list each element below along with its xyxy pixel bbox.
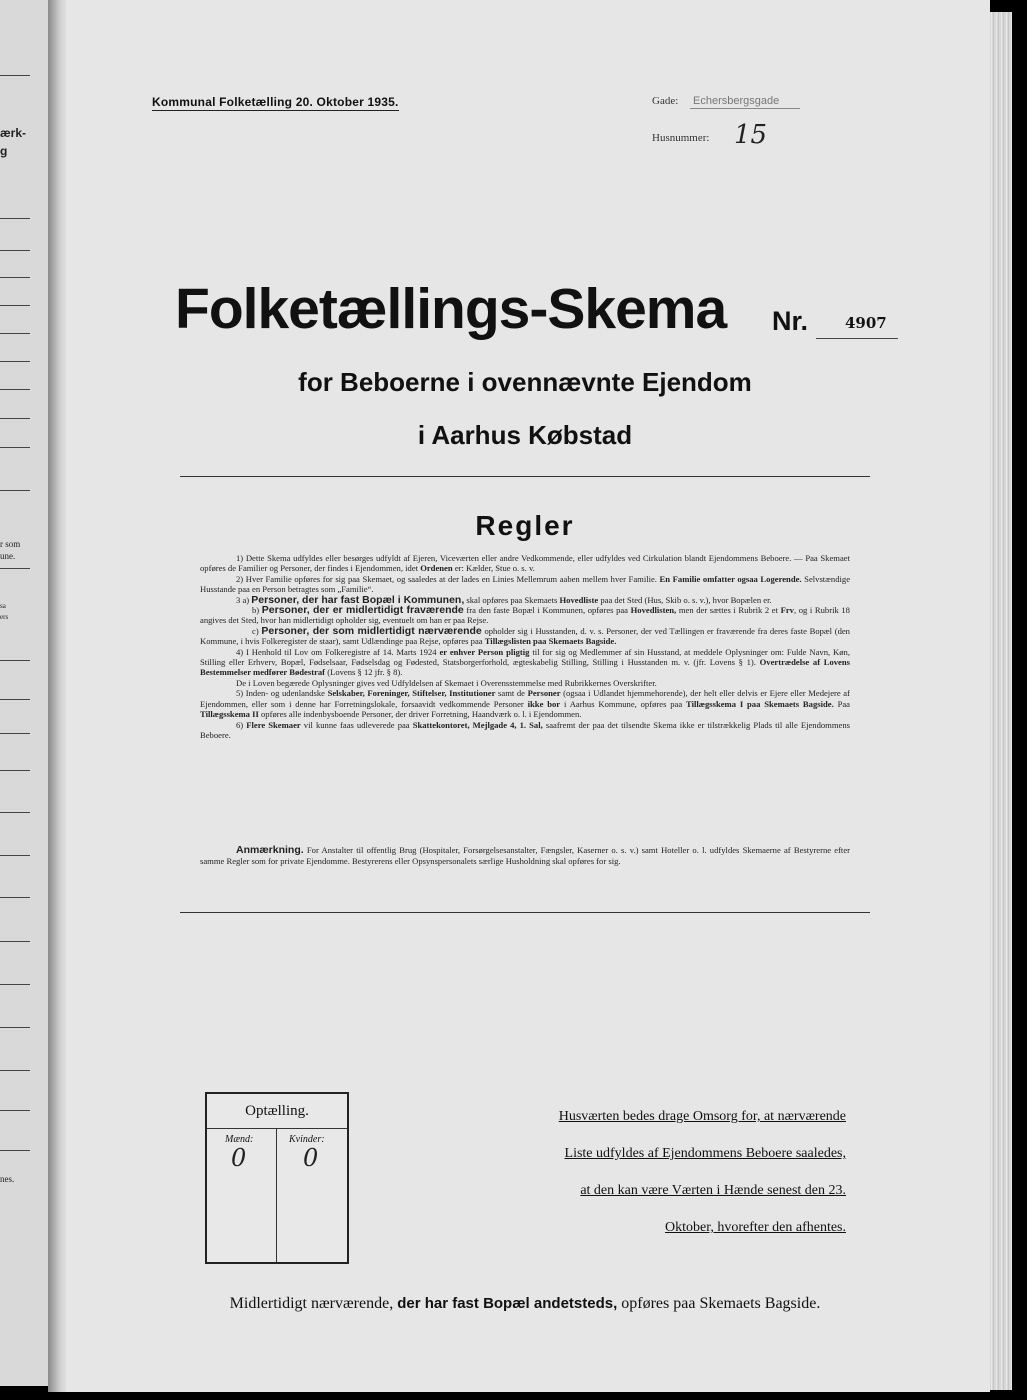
- divider-bottom: [180, 912, 870, 913]
- book-gutter: [48, 0, 68, 1392]
- count-box-divider: [276, 1128, 277, 1262]
- rule-2: 2) Hver Familie opføres for sig paa Skemaet, og saaledes at der lades en Linies Mellemrum aaben mellem hver Familie. En Familie omfatter ogsaa Logerende. Selvstændige Husstande paa en Person betragtes som „Familie“.: [200, 573, 851, 595]
- women-value: 0: [303, 1144, 319, 1172]
- rules-text: [200, 553, 850, 740]
- street-label: Gade:: [652, 95, 679, 107]
- fragment-text: une.: [0, 551, 16, 561]
- rule-6: 6) Flere Skemaer vil kunne faas udleverede paa Skattekontoret, Mejlgade 4, 1. Sal, saafremt der paa det tilsendte Skema ikke er tilstrækkelig Plads til alle Ejendommens Beboere.: [200, 719, 851, 740]
- count-box: [205, 1092, 349, 1264]
- women-label: Kvinder:: [289, 1134, 325, 1145]
- ruled-line: [0, 361, 30, 362]
- adjacent-page-fragment: [0, 0, 50, 1386]
- note-text: [200, 845, 850, 867]
- rule-3b: b) Personer, der er midlertidigt fraværende fra den faste Bopæl i Kommunen, opføres paa Hovedlisten, men der sættes i Rubrik 2 et Frv, og i Rubrik 18 angives det Sted, hvor han midlertidigt opholder sig, eventuelt om han er paa Rejse.: [200, 604, 850, 626]
- rule-4: 4) I Henhold til Lov om Folkeregistre af 14. Marts 1924 er enhver Person pligtig til for sig og Medlemmer af sin Husstand, at meddele Oplysninger om: Fulde Navn, Køn, Stilling eller Erhverv, Bopæl, Fødselsaar, Fødselsdag og Fødested, Statsborgerforhold, ægteskabelig Stilling, Stilling i Husstanden m. v. (jfr. Lovens § 1). Overtrædelse af Lovens Bestemmelser medfører Bødestraf (Lovens § 12 jfr. § 8).: [200, 646, 850, 678]
- landlord-notice: [506, 1098, 846, 1246]
- subtitle-town: i Aarhus Købstad: [417, 420, 633, 450]
- rule-1: 1) Dette Skema udfyldes eller besørges udfyldt af Ejeren, Viceværten eller andre Vedkommende, eller udfyldes ved Cirkulation blandt Ejendommens Beboere. — Paa Skemaet opføres de Familier og Personer, der findes i Ejendommen, idet Ordenen er: Kælder, Stue o. s. v.: [200, 553, 850, 574]
- note-body: For Anstalter til offentlig Brug (Hospitaler, Forsørgelsesanstalter, Fængsler, Kaserner o. s. v.) samt Hoteller o. l. udfyldes Skemaerne af Bestyrerne efter samme Regler som for private Ejendomme. Bestyrerens eller Opsynspersonalets særlige Husholdning skal opføres for sig.: [200, 845, 850, 866]
- footer-part-2: der har fast Bopæl andetsteds,: [397, 1295, 618, 1312]
- rules-heading: Regler: [475, 510, 575, 541]
- notice-line-4: Oktober, hvorefter den afhentes.: [665, 1220, 846, 1235]
- notice-line-2: Liste udfyldes af Ejendommens Beboere saaledes,: [564, 1146, 846, 1161]
- form-title: Folketællings-Skema: [175, 277, 727, 341]
- men-label: Mænd:: [225, 1134, 254, 1145]
- men-value: 0: [231, 1144, 247, 1172]
- ruled-line: [0, 250, 30, 251]
- house-number-label: Husnummer:: [652, 132, 710, 144]
- number-underline: [816, 338, 898, 339]
- ruled-line: [0, 389, 30, 390]
- ruled-line: [0, 1110, 30, 1111]
- fragment-text: r som: [0, 539, 21, 549]
- ruled-line: [0, 277, 30, 278]
- ruled-line: [0, 1027, 30, 1028]
- divider-top: [180, 476, 870, 477]
- ruled-line: [0, 218, 30, 219]
- rule-5: 5) Inden- og udenlandske Selskaber, Foreninger, Stiftelser, Institutioner samt de Personer (ogsaa i Udlandet hjemmehorende), der helt eller delvis er Ejere eller Medejere af Ejendommen, eller som i denne har Forretningslokale, forsaavidt vedkommende Personer ikke bor i Aarhus Kommune, opføres paa Tillægsskema I paa Skemaets Bagside. Paa Tillægsskema II opføres alle indenbysboende Personer, der driver Forretning, Haandværk o. l. i Ejendommen.: [200, 688, 850, 720]
- number-label: Nr.: [772, 306, 809, 336]
- subtitle-residents: for Beboerne i ovennævnte Ejendom: [298, 367, 752, 397]
- ruled-line: [0, 984, 30, 985]
- ruled-line: [0, 770, 30, 771]
- ruled-line: [0, 75, 30, 76]
- note-label: Anmærkning.: [236, 844, 304, 856]
- ruled-line: [0, 699, 30, 700]
- street-underline: [690, 108, 800, 109]
- count-box-title: Optælling.: [207, 1094, 347, 1129]
- ruled-line: [0, 855, 30, 856]
- ruled-line: [0, 333, 30, 334]
- page-stack-edge: [990, 12, 1012, 1390]
- ruled-line: [0, 1150, 30, 1151]
- rule-4b: De i Loven begærede Oplysninger gives ved Udfyldelsen af Skemaet i Overensstemmelse med Rubrikkernes Overskrifter.: [236, 677, 657, 688]
- footer-part-3: opføres paa Skemaets Bagside.: [621, 1295, 821, 1312]
- house-number-value: 15: [734, 120, 768, 150]
- number-value: 4907: [845, 314, 887, 332]
- fragment-text: g: [0, 144, 8, 158]
- ruled-line: [0, 568, 30, 569]
- footer-note: [180, 1295, 870, 1313]
- fragment-text: nes.: [0, 1174, 15, 1184]
- ruled-line: [0, 418, 30, 419]
- ruled-line: [0, 660, 30, 661]
- ruled-line: [0, 1070, 30, 1071]
- ruled-line: [0, 812, 30, 813]
- ruled-line: [0, 897, 30, 898]
- footer-part-1: Midlertidigt nærværende,: [229, 1295, 394, 1312]
- rule-3c: c) Personer, der som midlertidigt nærværende opholder sig i Husstanden, d. v. s. Personer, der ved Tællingen er fraværende fra deres faste Bopæl (den Kommune, i hvis Folkeregister de staar), samt Udlændinge paa Rejse, opføres paa Tillægslisten paa Skemaets Bagside.: [200, 624, 850, 647]
- ruled-line: [0, 733, 30, 734]
- fragment-text: ærk-: [0, 126, 27, 140]
- street-value: Echersbergsgade: [693, 95, 780, 107]
- rule-3a: 3 a) Personer, der har fast Bopæl i Kommunen, skal opføres paa Skemaets Hovedliste paa det Sted (Hus, Skib o. s. v.), hvor Bopælen er.: [236, 593, 772, 606]
- fragment-text: ers: [0, 613, 9, 621]
- notice-line-1: Husværten bedes drage Omsorg for, at nærværende: [558, 1109, 846, 1124]
- ruled-line: [0, 447, 30, 448]
- ruled-line: [0, 305, 30, 306]
- ruled-line: [0, 490, 30, 491]
- notice-line-3: at den kan være Værten i Hænde senest den 23.: [580, 1183, 846, 1198]
- fragment-text: sa: [0, 602, 6, 610]
- ruled-line: [0, 941, 30, 942]
- census-title: Kommunal Folketælling 20. Oktober 1935.: [152, 95, 399, 109]
